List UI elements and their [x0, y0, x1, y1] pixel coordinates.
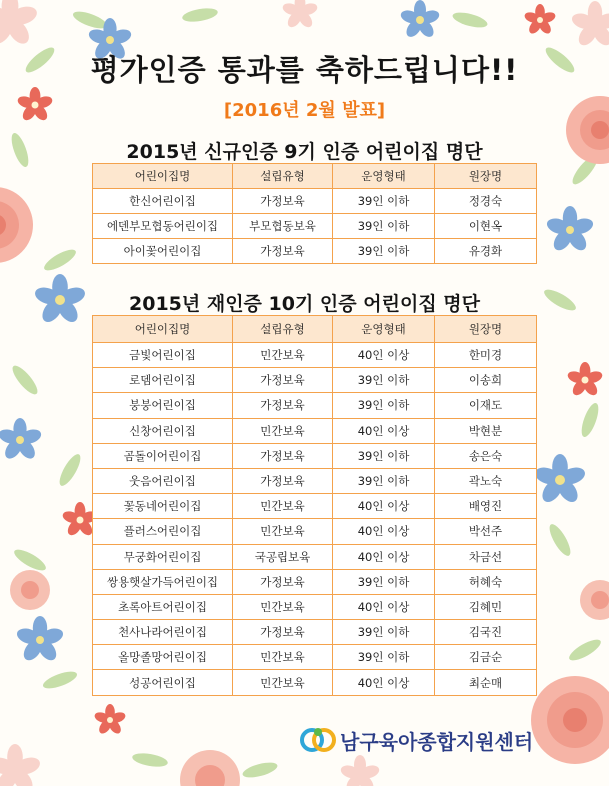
- column-header: 운영형태: [333, 316, 435, 343]
- director-name-cell: 정경숙: [435, 189, 537, 214]
- director-name-cell: 김국진: [435, 620, 537, 645]
- table-row: [93, 670, 537, 695]
- capacity-cell: 40인 이상: [333, 670, 435, 695]
- table-row: [93, 494, 537, 519]
- daycare-name-cell: 초록아트어린이집: [93, 594, 233, 619]
- founding-type-cell: 민간보육: [233, 494, 333, 519]
- founding-type-cell: 부모협동보육: [233, 214, 333, 239]
- director-name-cell: 이송희: [435, 368, 537, 393]
- founding-type-cell: 가정보육: [233, 393, 333, 418]
- capacity-cell: 39인 이하: [333, 468, 435, 493]
- founding-type-cell: 민간보육: [233, 519, 333, 544]
- founding-type-cell: 민간보육: [233, 594, 333, 619]
- director-name-cell: 이재도: [435, 393, 537, 418]
- daycare-name-cell: 무궁화어린이집: [93, 544, 233, 569]
- capacity-cell: 39인 이하: [333, 239, 435, 264]
- column-header: 설립유형: [233, 164, 333, 189]
- announcement-date: [2016년 2월 발표]: [223, 100, 386, 121]
- director-name-cell: 최순매: [435, 670, 537, 695]
- daycare-name-cell: 곰돌이어린이집: [93, 443, 233, 468]
- table-header-row: [93, 316, 537, 343]
- daycare-name-cell: 에덴부모협동어린이집: [93, 214, 233, 239]
- founding-type-cell: 가정보육: [233, 239, 333, 264]
- director-name-cell: 이현옥: [435, 214, 537, 239]
- director-name-cell: 곽노숙: [435, 468, 537, 493]
- founding-type-cell: 가정보육: [233, 189, 333, 214]
- table-row: [93, 343, 537, 368]
- page-title: 평가인증 통과를 축하드립니다!!: [90, 53, 519, 87]
- daycare-name-cell: 웃음어린이집: [93, 468, 233, 493]
- director-name-cell: 한미경: [435, 343, 537, 368]
- daycare-name-cell: 꽃동네어린이집: [93, 494, 233, 519]
- founding-type-cell: 가정보육: [233, 620, 333, 645]
- capacity-cell: 40인 이상: [333, 594, 435, 619]
- childcare-center-logo-icon: [300, 724, 338, 756]
- daycare-name-cell: 쌍용햇살가득어린이집: [93, 569, 233, 594]
- founding-type-cell: 국공립보육: [233, 544, 333, 569]
- founding-type-cell: 가정보육: [233, 368, 333, 393]
- daycare-name-cell: 붕붕어린이집: [93, 393, 233, 418]
- column-header: 어린이집명: [93, 316, 233, 343]
- founding-type-cell: 민간보육: [233, 343, 333, 368]
- founding-type-cell: 민간보육: [233, 418, 333, 443]
- table-body: [93, 343, 537, 696]
- capacity-cell: 40인 이상: [333, 343, 435, 368]
- director-name-cell: 김혜민: [435, 594, 537, 619]
- founding-type-cell: 민간보육: [233, 670, 333, 695]
- director-name-cell: 박현분: [435, 418, 537, 443]
- director-name-cell: 박선주: [435, 519, 537, 544]
- table-row: [93, 189, 537, 214]
- daycare-name-cell: 한신어린이집: [93, 189, 233, 214]
- daycare-name-cell: 신창어린이집: [93, 418, 233, 443]
- table-row: [93, 594, 537, 619]
- capacity-cell: 39인 이하: [333, 443, 435, 468]
- director-name-cell: 배영진: [435, 494, 537, 519]
- column-header: 설립유형: [233, 316, 333, 343]
- director-name-cell: 차금선: [435, 544, 537, 569]
- director-name-cell: 송은숙: [435, 443, 537, 468]
- table-row: [93, 368, 537, 393]
- capacity-cell: 39인 이하: [333, 645, 435, 670]
- new-certification-table: [92, 163, 537, 264]
- founding-type-cell: 가정보육: [233, 443, 333, 468]
- director-name-cell: 유경화: [435, 239, 537, 264]
- table-row: [93, 620, 537, 645]
- capacity-cell: 39인 이하: [333, 620, 435, 645]
- director-name-cell: 김금순: [435, 645, 537, 670]
- table-row: [93, 443, 537, 468]
- capacity-cell: 40인 이상: [333, 544, 435, 569]
- table-row: [93, 544, 537, 569]
- founding-type-cell: 민간보육: [233, 645, 333, 670]
- capacity-cell: 40인 이상: [333, 494, 435, 519]
- new-certification-heading: 2015년 신규인증 9기 인증 어린이집 명단: [126, 141, 483, 163]
- daycare-name-cell: 금빛어린이집: [93, 343, 233, 368]
- table-row: [93, 569, 537, 594]
- table-row: [93, 239, 537, 264]
- table-row: [93, 214, 537, 239]
- capacity-cell: 39인 이하: [333, 189, 435, 214]
- renewal-certification-heading: 2015년 재인증 10기 인증 어린이집 명단: [129, 293, 480, 315]
- table-row: [93, 468, 537, 493]
- center-logo: [300, 722, 540, 756]
- table-body: [93, 189, 537, 264]
- capacity-cell: 39인 이하: [333, 368, 435, 393]
- table-row: [93, 393, 537, 418]
- column-header: 어린이집명: [93, 164, 233, 189]
- daycare-name-cell: 성공어린이집: [93, 670, 233, 695]
- daycare-name-cell: 올망졸망어린이집: [93, 645, 233, 670]
- daycare-name-cell: 아이꽃어린이집: [93, 239, 233, 264]
- table-row: [93, 519, 537, 544]
- table-row: [93, 645, 537, 670]
- daycare-name-cell: 천사나라어린이집: [93, 620, 233, 645]
- daycare-name-cell: 로뎀어린이집: [93, 368, 233, 393]
- capacity-cell: 40인 이상: [333, 519, 435, 544]
- renewal-certification-table: [92, 315, 537, 696]
- capacity-cell: 39인 이하: [333, 569, 435, 594]
- center-name: 남구육아종합지원센터: [340, 730, 534, 754]
- capacity-cell: 39인 이하: [333, 393, 435, 418]
- capacity-cell: 39인 이하: [333, 214, 435, 239]
- table-row: [93, 418, 537, 443]
- table-header-row: [93, 164, 537, 189]
- column-header: 운영형태: [333, 164, 435, 189]
- column-header: 원장명: [435, 164, 537, 189]
- capacity-cell: 40인 이상: [333, 418, 435, 443]
- founding-type-cell: 가정보육: [233, 468, 333, 493]
- founding-type-cell: 가정보육: [233, 569, 333, 594]
- director-name-cell: 허혜숙: [435, 569, 537, 594]
- daycare-name-cell: 플러스어린이집: [93, 519, 233, 544]
- column-header: 원장명: [435, 316, 537, 343]
